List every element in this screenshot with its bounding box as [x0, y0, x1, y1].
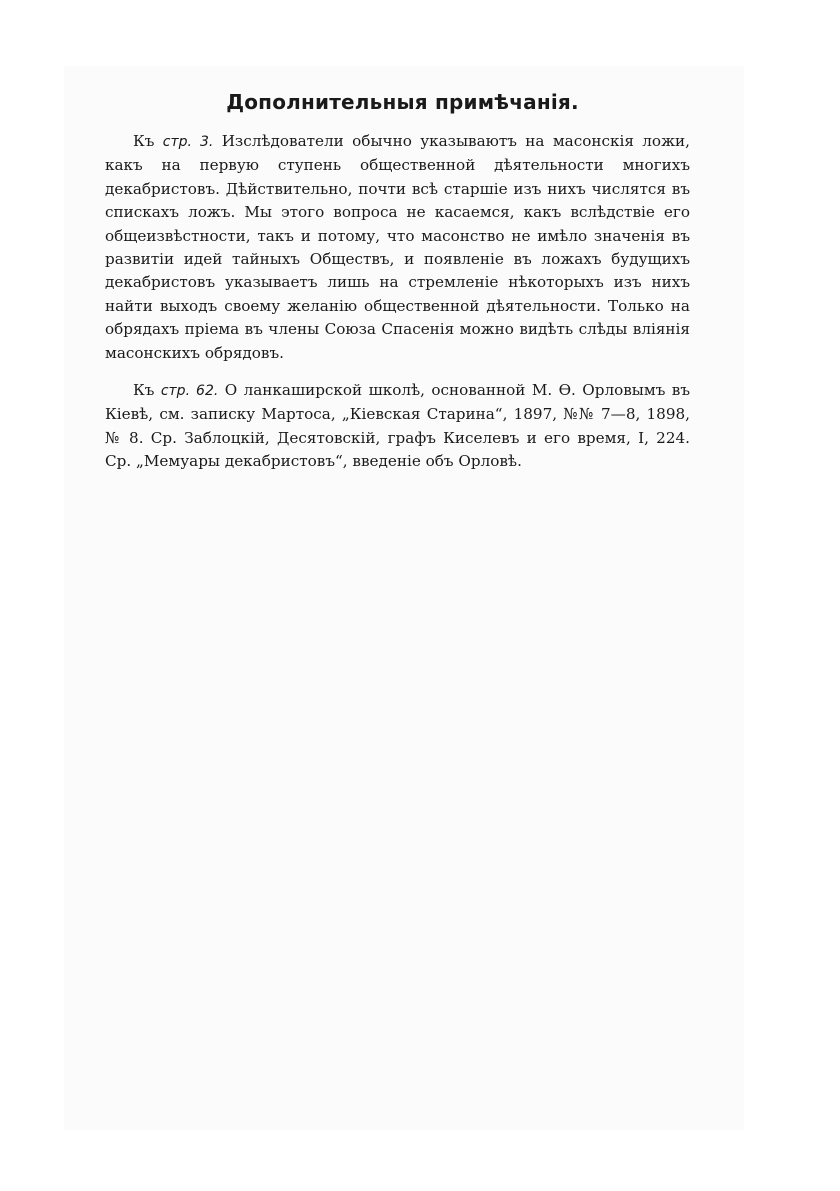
note-paragraph — [105, 130, 690, 365]
page-reference: стр. 62. — [160, 383, 219, 400]
note-text: Изслѣдователи обычно указываютъ на масонскія ложи, какъ на первую ступень общественной дѣятельности многихъ декабристовъ. Дѣйствительно, почти всѣ старшіе изъ нихъ числятся въ спискахъ ложъ. Мы этого вопроса не касаемся, какъ вслѣдствіе его общеизвѣстности, такъ и потому, что масонство не имѣло значенія въ развитіи идей тайныхъ Обществъ, и появленіе въ ложахъ будущихъ декабристовъ указываетъ лишь на стремленіе нѣкоторыхъ изъ нихъ найти выходъ своему желанію общественной дѣятельности. Только на обрядахъ пріема въ члены Союза Спасенія можно видѣть слѣды вліянія масонскихъ обрядовъ. — [105, 132, 691, 362]
note-paragraph — [105, 379, 690, 474]
page-reference: стр. 3. — [162, 134, 214, 150]
note-lead: Къ — [133, 132, 163, 150]
note-text: О ланкаширской школѣ, основанной М. Ѳ. Орловымъ въ Кіевѣ, см. записку Мартоса, „Кіевская Старина“, 1897, №№ 7—8, 1898, № 8. Ср. Заблоцкій, Десятовскій, графъ Киселевъ и его время, I, 224. Ср. „Мемуары декабристовъ“, введеніе объ Орловѣ. — [105, 381, 690, 471]
page-title: Дополнительныя примѣчанія. — [226, 90, 579, 114]
document-body — [105, 88, 690, 474]
note-lead: Къ — [133, 381, 161, 400]
